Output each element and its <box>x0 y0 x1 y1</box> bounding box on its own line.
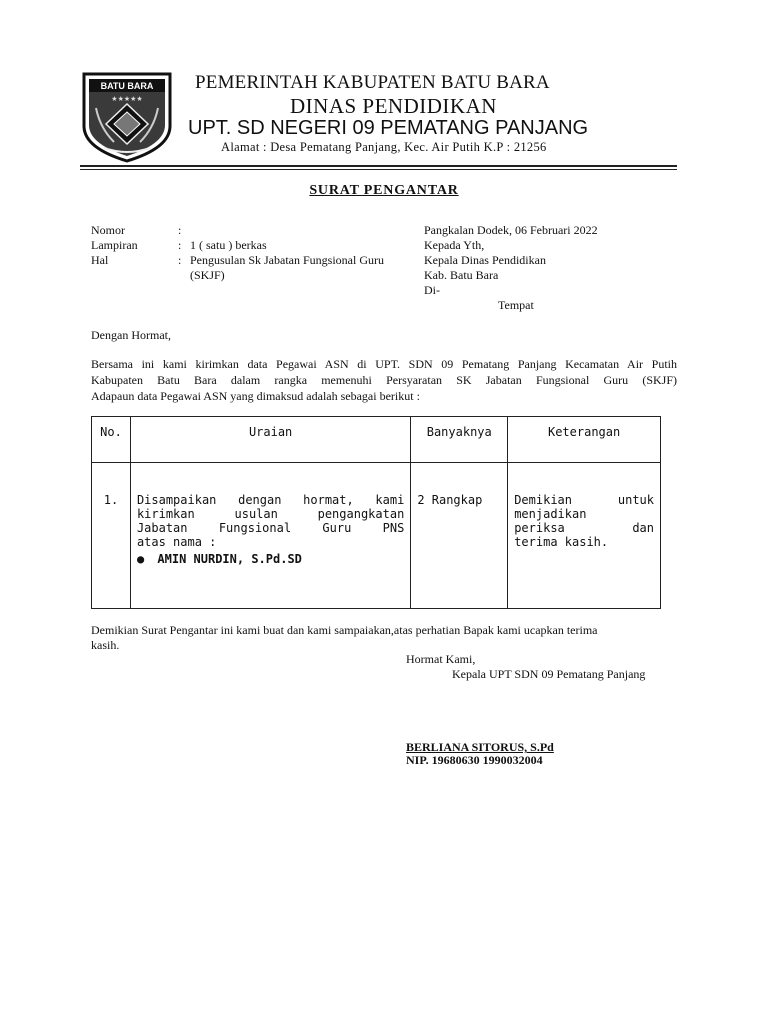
nominee-name: AMIN NURDIN, S.Pd.SD <box>157 552 302 566</box>
header-keterangan: Keterangan <box>508 417 661 463</box>
ket-line-2: menjadikan <box>514 507 587 521</box>
svg-text:★★★★★: ★★★★★ <box>111 95 143 103</box>
shield-icon <box>78 68 176 164</box>
recipient-org: Kab. Batu Bara <box>424 268 499 282</box>
body-line-3: Adapaun data Pegawai ASN yang dimaksud adalah sebagai berikut : <box>91 389 420 403</box>
hal-separator: : <box>178 253 182 267</box>
letter-date: Pangkalan Dodek, 06 Februari 2022 <box>424 223 598 237</box>
bullet-icon: ● <box>136 552 145 566</box>
regency-logo <box>78 68 176 164</box>
closing-line-1: Demikian Surat Pengantar ini kami buat dan kami sampaiakan,atas perhatian Bapak kami ucapkan terima <box>91 623 598 637</box>
table-row <box>92 463 661 609</box>
cell-banyaknya: 2 Rangkap <box>411 463 508 609</box>
lampiran-label: Lampiran <box>91 238 138 252</box>
bullet-item <box>137 552 404 566</box>
hal-value-cont: (SKJF) <box>190 268 225 282</box>
cell-keterangan <box>508 463 661 609</box>
ket-line-4: terima kasih. <box>514 535 609 549</box>
uraian-line-2: kirimkan usulan pengangkatan <box>136 507 405 521</box>
table-header-row <box>92 417 661 463</box>
hal-label: Hal <box>91 253 109 267</box>
body-line-2: Kabupaten Batu Bara dalam rangka memenuhi Persyaratan SK Jabatan Fungsional Guru (SKJF) <box>91 373 677 387</box>
recipient-greeting: Kepada Yth, <box>424 238 485 252</box>
hal-value: Pengusulan Sk Jabatan Fungsional Guru <box>190 253 384 267</box>
header-no: No. <box>92 417 131 463</box>
recipient-name: Kepala Dinas Pendidikan <box>424 253 546 267</box>
uraian-line-1: Disampaikan dengan hormat, kami <box>136 493 405 507</box>
signer-position: Kepala UPT SDN 09 Pematang Panjang <box>452 667 646 681</box>
greeting: Dengan Hormat, <box>91 328 171 342</box>
letterhead-rule-thin <box>80 169 677 170</box>
cell-uraian <box>130 463 410 609</box>
closing-line-2: kasih. <box>91 638 120 652</box>
letterhead-government: PEMERINTAH KABUPATEN BATU BARA <box>195 72 550 93</box>
cell-no: 1. <box>92 463 131 609</box>
lampiran-value: 1 ( satu ) berkas <box>190 238 267 252</box>
logo-text: BATU BARA <box>100 81 154 91</box>
nomor-separator: : <box>178 223 182 237</box>
nomor-label: Nomor <box>91 223 125 237</box>
signer-nip: NIP. 19680630 1990032004 <box>406 753 543 767</box>
lampiran-separator: : <box>178 238 182 252</box>
signer-name: BERLIANA SITORUS, S.Pd <box>406 740 554 754</box>
ket-line-3: periksa dan <box>514 521 654 535</box>
body-line-1: Bersama ini kami kirimkan data Pegawai ASN di UPT. SDN 09 Pematang Panjang Kecamatan Air Putih <box>91 357 677 371</box>
uraian-line-4: atas nama : <box>136 535 217 549</box>
letterhead-address: Alamat : Desa Pematang Panjang, Kec. Air Putih K.P : 21256 <box>221 140 547 154</box>
regards: Hormat Kami, <box>406 652 476 666</box>
recipient-di: Di- <box>424 283 440 297</box>
recipient-place: Tempat <box>498 298 534 312</box>
uraian-line-3: Jabatan Fungsional Guru PNS <box>136 521 405 535</box>
letter-title: SURAT PENGANTAR <box>309 183 459 198</box>
body-paragraph <box>91 356 677 404</box>
header-banyaknya: Banyaknya <box>411 417 508 463</box>
letterhead-school: UPT. SD NEGERI 09 PEMATANG PANJANG <box>188 117 589 139</box>
header-uraian: Uraian <box>130 417 410 463</box>
ket-line-1: Demikian untuk <box>514 493 654 507</box>
letterhead-rule <box>80 165 677 167</box>
letterhead-department: DINAS PENDIDIKAN <box>290 94 497 118</box>
data-table <box>91 416 661 609</box>
